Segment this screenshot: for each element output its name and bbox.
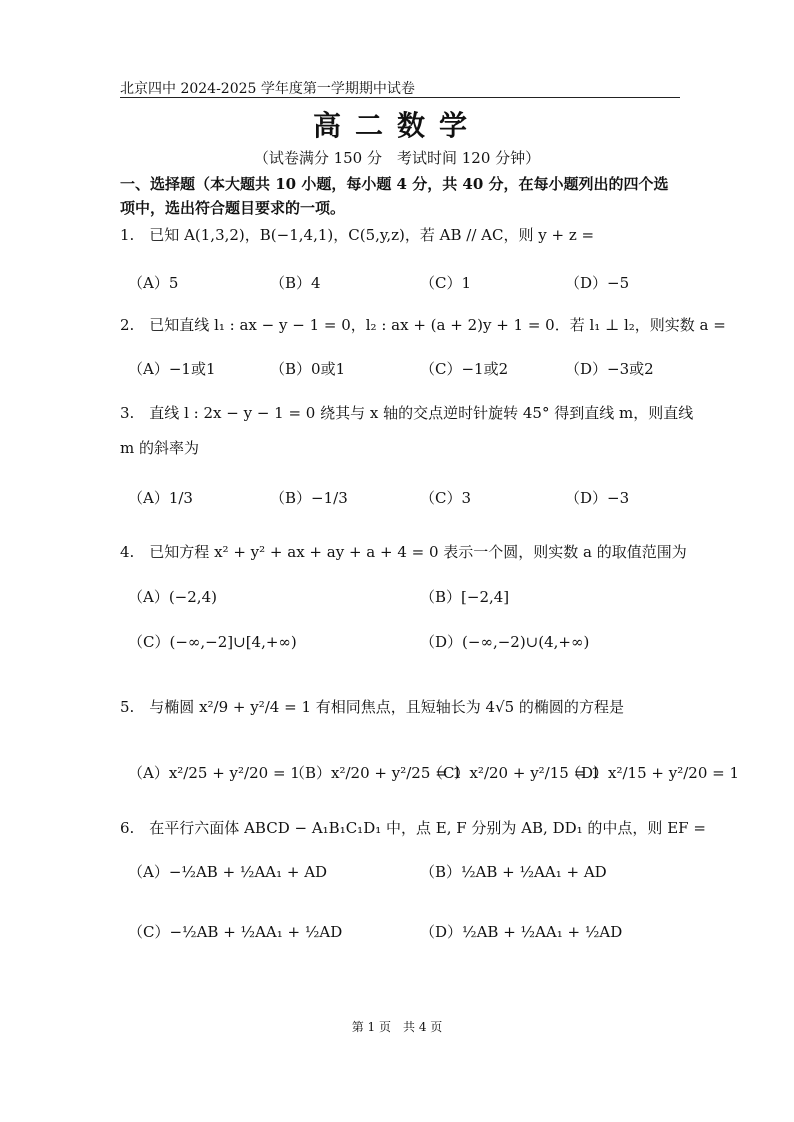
q5-option-b: （B）x²/20 + y²/25 = 1: [290, 764, 463, 782]
question-1: 1. 已知 A(1,3,2)，B(−1,4,1)，C(5,y,z)，若 AB // AC，则 y + z =: [120, 226, 595, 244]
q1-option-b: （B）4: [270, 274, 321, 292]
exam-header: 北京四中 2024-2025 学年度第一学期期中试卷: [120, 81, 415, 97]
question-4: 4. 已知方程 x² + y² + ax + ay + a + 4 = 0 表示一个圆，则实数 a 的取值范围为: [120, 543, 687, 561]
q2-option-a: （A）−1或1: [128, 360, 216, 378]
q1-option-a: （A）5: [128, 274, 179, 292]
q6-option-b: （B）½AB + ½AA₁ + AD: [420, 863, 607, 881]
q1-option-c: （C）1: [420, 274, 472, 292]
question-2: 2. 已知直线 l₁ : ax − y − 1 = 0，l₂ : ax + (a + 2)y + 1 = 0．若 l₁ ⊥ l₂，则实数 a =: [120, 316, 726, 334]
q6-option-d: （D）½AB + ½AA₁ + ½AD: [420, 923, 623, 941]
question-6: 6. 在平行六面体 ABCD − A₁B₁C₁D₁ 中，点 E, F 分别为 AB, DD₁ 的中点，则 EF =: [120, 819, 706, 837]
section-heading: 一、选择题（本大题共 10 小题，每小题 4 分，共 40 分，在每小题列出的四个选项中，选出符合题目要求的一项。: [120, 175, 669, 217]
page-title: 高二数学: [312, 109, 481, 142]
question-5: 5. 与椭圆 x²/9 + y²/4 = 1 有相同焦点，且短轴长为 4√5 的椭圆的方程是: [120, 698, 624, 716]
q5-option-c: （C）x²/20 + y²/15 = 1: [428, 764, 601, 782]
q3-option-c: （C）3: [420, 489, 472, 507]
q5-option-a: （A）x²/25 + y²/20 = 1: [128, 764, 300, 782]
q3-option-a: （A）1/3: [128, 489, 193, 507]
q1-option-d: （D）−5: [565, 274, 630, 292]
q6-option-a: （A）−½AB + ½AA₁ + AD: [128, 863, 328, 881]
q3-option-d: （D）−3: [565, 489, 630, 507]
header-rule: [120, 97, 680, 98]
page-footer: 第 1 页 共 4 页: [351, 1020, 443, 1034]
q6-option-c: （C）−½AB + ½AA₁ + ½AD: [128, 923, 343, 941]
exam-subtitle: （试卷满分 150 分 考试时间 120 分钟）: [253, 149, 541, 167]
q4-option-a: （A）(−2,4): [128, 588, 217, 606]
q2-option-b: （B）0或1: [270, 360, 346, 378]
q4-option-d: （D）(−∞,−2)∪(4,+∞): [420, 633, 590, 651]
q2-option-d: （D）−3或2: [565, 360, 654, 378]
q4-option-b: （B）[−2,4]: [420, 588, 510, 606]
q5-option-d: （D）x²/15 + y²/20 = 1: [566, 764, 740, 782]
q3-option-b: （B）−1/3: [270, 489, 348, 507]
question-3-line-1: 3. 直线 l : 2x − y − 1 = 0 绕其与 x 轴的交点逆时针旋转 45° 得到直线 m，则直线: [120, 404, 694, 422]
question-3-line-2: m 的斜率为: [120, 439, 199, 457]
q4-option-c: （C）(−∞,−2]∪[4,+∞): [128, 633, 297, 651]
q2-option-c: （C）−1或2: [420, 360, 509, 378]
